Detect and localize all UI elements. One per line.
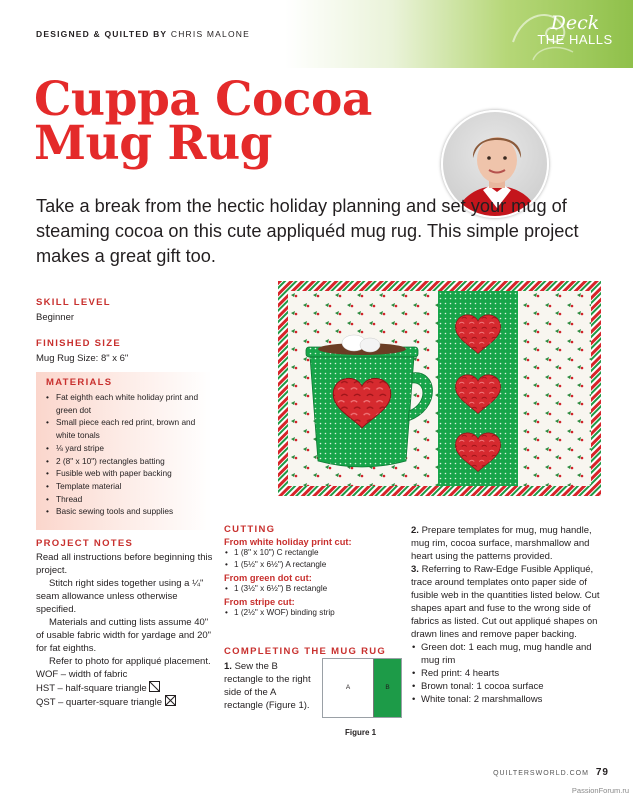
- designer-name: CHRIS MALONE: [170, 29, 250, 39]
- title-line-2: Mug Rug: [34, 116, 273, 171]
- notes-paragraph: Stitch right sides together using a ¼" seam allowance unless otherwise specified.: [36, 578, 204, 615]
- finished-size-heading: FINISHED SIZE: [36, 338, 121, 349]
- notes-paragraph: Refer to photo for appliqué placement.: [49, 656, 211, 667]
- notes-paragraph: Materials and cutting lists assume 40" of usable fabric width for yardage and 20" for fat eighths.: [36, 617, 212, 654]
- page-title: [34, 72, 414, 171]
- series-caps: THE HALLS: [537, 32, 613, 47]
- cutting-group-heading: From green dot cut:: [224, 573, 312, 583]
- series-script: Deck: [550, 12, 600, 34]
- list-item: • ⅛ yard stripe: [46, 442, 212, 455]
- materials-heading: MATERIALS: [46, 377, 113, 388]
- page-footer: [493, 767, 609, 778]
- notes-paragraph: Read all instructions before beginning this project.: [36, 552, 213, 576]
- list-item: • 2 (8" x 10") rectangles batting: [46, 455, 212, 468]
- footer-site: QUILTERSWORLD.COM: [493, 770, 589, 777]
- right-column: [411, 524, 601, 706]
- step-number: 1.: [224, 661, 232, 672]
- intro-paragraph: Take a break from the hectic holiday planning and set your mug of steaming cocoa on this cute appliquéd mug rug. This simple project makes a great gift too.: [36, 196, 579, 266]
- list-item: • 1 (2½" x WOF) binding strip: [224, 607, 404, 619]
- designed-label: DESIGNED & QUILTED BY: [36, 29, 168, 39]
- cutting-section: [224, 524, 404, 619]
- half-square-triangle-icon: [149, 681, 160, 692]
- abbrev-hst: HST – half-square triangle: [36, 683, 147, 694]
- abbrev-qst: QST – quarter-square triangle: [36, 697, 163, 708]
- figure-1-diagram: [322, 658, 402, 718]
- list-item: • Template material: [46, 480, 212, 493]
- step-number: 2.: [411, 525, 419, 536]
- list-item: • Green dot: 1 each mug, mug handle and mug rim: [411, 641, 601, 667]
- skill-level-heading: SKILL LEVEL: [36, 297, 111, 308]
- list-item: • Thread: [46, 493, 212, 506]
- list-item: • 1 (5½" x 6½") A rectangle: [224, 559, 404, 571]
- cutting-heading: CUTTING: [224, 524, 276, 535]
- page-number: 79: [595, 767, 609, 778]
- figure-1-caption: Figure 1: [345, 728, 377, 737]
- step-1: [224, 660, 314, 712]
- materials-box: [36, 372, 212, 530]
- list-item: • White tonal: 2 marshmallows: [411, 693, 601, 706]
- watermark: PassionForum.ru: [571, 786, 629, 795]
- step-text: Prepare templates for mug, mug handle, mug rim, cocoa surface, marshmallow and heart using the patterns provided.: [411, 525, 592, 562]
- list-item: • 1 (8" x 10") C rectangle: [224, 547, 404, 559]
- list-item: • Brown tonal: 1 cocoa surface: [411, 680, 601, 693]
- abbrev-wof: WOF – width of fabric: [36, 669, 128, 680]
- completing-heading: COMPLETING THE MUG RUG: [224, 646, 387, 657]
- step-text: Referring to Raw-Edge Fusible Appliqué, trace around templates onto paper side of fusible web in the quantities listed below. Cut shapes apart and fuse to the wrong side of fabrics as listed. Cut out appliqué shapes on drawn lines and remove paper backing.: [411, 564, 600, 640]
- list-item: • Red print: 4 hearts: [411, 667, 601, 680]
- mug-rug-photo: [278, 281, 601, 496]
- cutting-group-heading: From white holiday print cut:: [224, 537, 352, 547]
- list-item: • Fat eighth each white holiday print and green dot: [46, 391, 212, 416]
- project-notes-section: [36, 538, 216, 709]
- step-3: [411, 563, 601, 641]
- step-text: Sew the B rectangle to the right side of the A rectangle (Figure 1).: [224, 661, 311, 711]
- figure-label-b: B: [373, 659, 401, 717]
- list-item: • Fusible web with paper backing: [46, 467, 212, 480]
- figure-label-a: A: [323, 659, 373, 717]
- abbrev-qst-row: [36, 695, 216, 709]
- list-item: • Small piece each red print, brown and white tonals: [46, 416, 212, 441]
- abbrev-hst-row: [36, 681, 216, 695]
- finished-size-value: Mug Rug Size: 8" x 6": [36, 353, 129, 364]
- list-item: • 1 (3½" x 6½") B rectangle: [224, 583, 404, 595]
- materials-list: [46, 391, 212, 518]
- step-number: 3.: [411, 564, 419, 575]
- step-2: [411, 524, 601, 563]
- title-line-1: Cuppa Cocoa: [34, 72, 372, 127]
- project-notes-heading: PROJECT NOTES: [36, 538, 134, 549]
- finished-size-section: [36, 338, 216, 366]
- list-item: • Basic sewing tools and supplies: [46, 505, 212, 518]
- cutting-group-heading: From stripe cut:: [224, 597, 295, 607]
- series-logo: [531, 14, 619, 47]
- quarter-square-triangle-icon: [165, 695, 176, 706]
- skill-level-section: [36, 297, 216, 325]
- designer-credit: [36, 29, 250, 39]
- skill-level-value: Beginner: [36, 312, 75, 323]
